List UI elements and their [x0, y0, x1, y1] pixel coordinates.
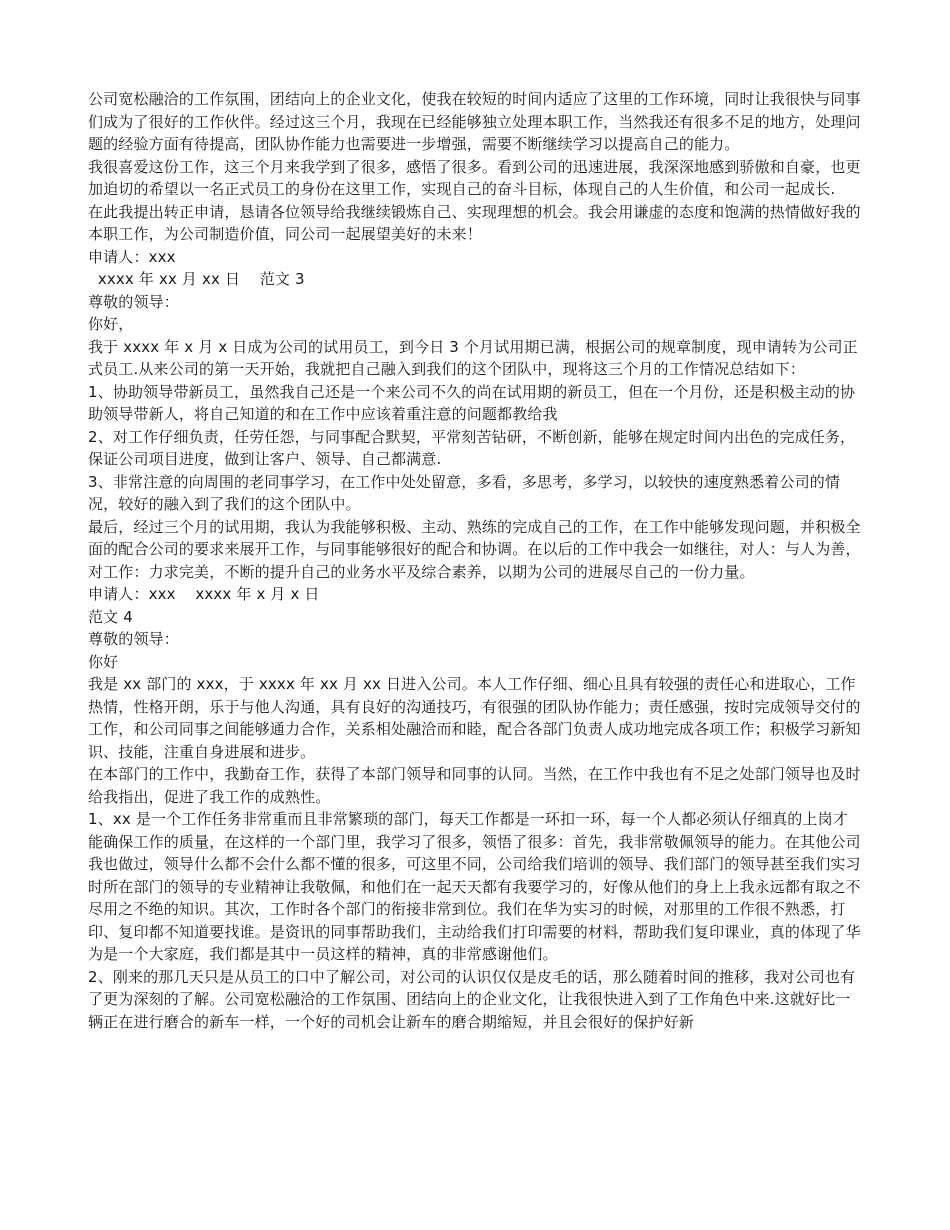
paragraph-sample3-point-3: 3、非常注意的向周围的老同事学习，在工作中处处留意，多看，多思考，多学习，以较快的速度熟悉着公司的情况，较好的融入到了我们的这个团队中。: [88, 472, 841, 513]
paragraph-intro-1: 公司宽松融洽的工作氛围，团结向上的企业文化，使我在较短的时间内适应了这里的工作环境，同时让我很快与同事们成为了很好的工作伙伴。经过这三个月，我现在已经能够独立处理本职工作，当然我还有很多不足的地方，处理问题的经验方面有待提高，团队协作能力也需要进一步增强，需要不断继续学习以提高自己的能力。: [88, 90, 861, 153]
salutation-sample4: 尊敬的领导：: [88, 630, 179, 648]
applicant-signature: 申请人：xxx: [88, 247, 176, 266]
document-body: [88, 88, 862, 1033]
paragraph-sample3-closing: 最后，经过三个月的试用期，我认为我能够积极、主动、熟练的完成自己的工作，在工作中能够发现问题，并积极全面的配合公司的要求来展开工作，与同事能够很好的配合和协调。在以后的工作中我会一如继往，对人：与人为善，对工作：力求完美，不断的提升自己的业务水平及综合素养，以期为公司的进展尽自己的一份力量。: [88, 517, 861, 581]
date-and-sample-heading: xxxx 年 xx 月 xx 日 范文 3: [88, 270, 305, 288]
paragraph-sample4-point-1: 1、xx 是一个工作任务非常重而且非常繁琐的部门，每天工作都是一环扣一环，每一个人都必须认仔细真的上岗才能确保工作的质量，在这样的一个部门里，我学习了很多，领悟了很多：首先，我非常敬佩领导的能力。在其他公司我也做过，领导什么都不会什么都不懂的很多，可这里不同，公司给我们培训的领导、我们部门的领导甚至我们实习时所在部门的领导的专业精神让我敬佩，和他们在一起天天都有我要学习的，好像从他们的身上上我永远都有取之不尽用之不绝的知识。其次，工作时各个部门的衔接非常到位。我们在华为实习的时候，对那里的工作很不熟悉，打印、复印都不知道要找谁。是资讯的同事帮助我们，主动给我们打印需要的材料，帮助我们复印课业，真的体现了华为是一个大家庭，我们都是其中一员这样的精神，真的非常感谢他们。: [88, 810, 861, 963]
salutation: 尊敬的领导：: [88, 292, 179, 311]
paragraph-sample3-point-1: 1、协助领导带新员工，虽然我自己还是一个来公司不久的尚在试用期的新员工，但在一个月份，还是积极主动的协助领导带新人，将自己知道的和在工作中应该着重注意的问题都教给我: [88, 382, 856, 423]
paragraph-intro-3: 在此我提出转正申请，恳请各位领导给我继续锻炼自己、实现理想的机会。我会用谦虚的态度和饱满的热情做好我的本职工作，为公司制造价值，同公司一起展望美好的未来！: [88, 202, 861, 243]
greeting: 你好，: [88, 315, 134, 333]
paragraph-sample3-point-2: 2、对工作仔细负责，任劳任怨，与同事配合默契，平常刻苦钻研，不断创新，能够在规定时间内出色的完成任务，保证公司项目进度，做到让客户、领导、自己都满意.: [88, 427, 856, 468]
paragraph-intro-2: 我很喜爱这份工作，这三个月来我学到了很多，感悟了很多。看到公司的迅速进展，我深深地感到骄傲和自豪，也更加迫切的希望以一名正式员工的身份在这里工作，实现自己的奋斗目标，体现自己的人生价值，和公司一起成长.: [88, 157, 861, 198]
paragraph-sample4-department: 在本部门的工作中，我勤奋工作，获得了本部门领导和同事的认同。当然，在工作中我也有不足之处部门领导也及时给我指出，促进了我工作的成熟性。: [88, 765, 861, 806]
sample-heading-4: 范文 4: [88, 607, 133, 626]
paragraph-sample3-opening: 我于 xxxx 年 x 月 x 日成为公司的试用员工，到今日 3 个月试用期已满，根据公司的规章制度，现申请转为公司正式员工.从来公司的第一天开始，我就把自己融入到我们的这个团队中，现将这三个月的工作情况总结如下：: [88, 337, 858, 378]
paragraph-sample4-point-2: 2、刚来的那几天只是从员工的口中了解公司，对公司的认识仅仅是皮毛的话，那么随着时间的推移，我对公司也有了更为深刻的了解。公司宽松融洽的工作氛围、团结向上的企业文化，让我很快进入到了工作角色中来.这就好比一辆正在进行磨合的新车一样，一个好的司机会让新车的磨合期缩短，并且会很好的保护好新: [88, 967, 856, 1031]
applicant-signature-date: 申请人：xxx xxxx 年 x 月 x 日: [88, 585, 320, 603]
paragraph-sample4-intro: 我是 xx 部门的 xxx，于 xxxx 年 xx 月 xx 日进入公司。本人工作仔细、细心且具有较强的责任心和进取心，工作热情，性格开朗，乐于与他人沟通，具有良好的沟通技巧，有很强的团队协作能力；责任感强，按时完成领导交付的工作，和公司同事之间能够通力合作，关系相处融洽而和睦，配合各部门负责人成功地完成各项工作；积极学习新知识、技能，注重自身进展和进步。: [88, 675, 861, 761]
greeting-sample4: 你好: [88, 652, 119, 671]
